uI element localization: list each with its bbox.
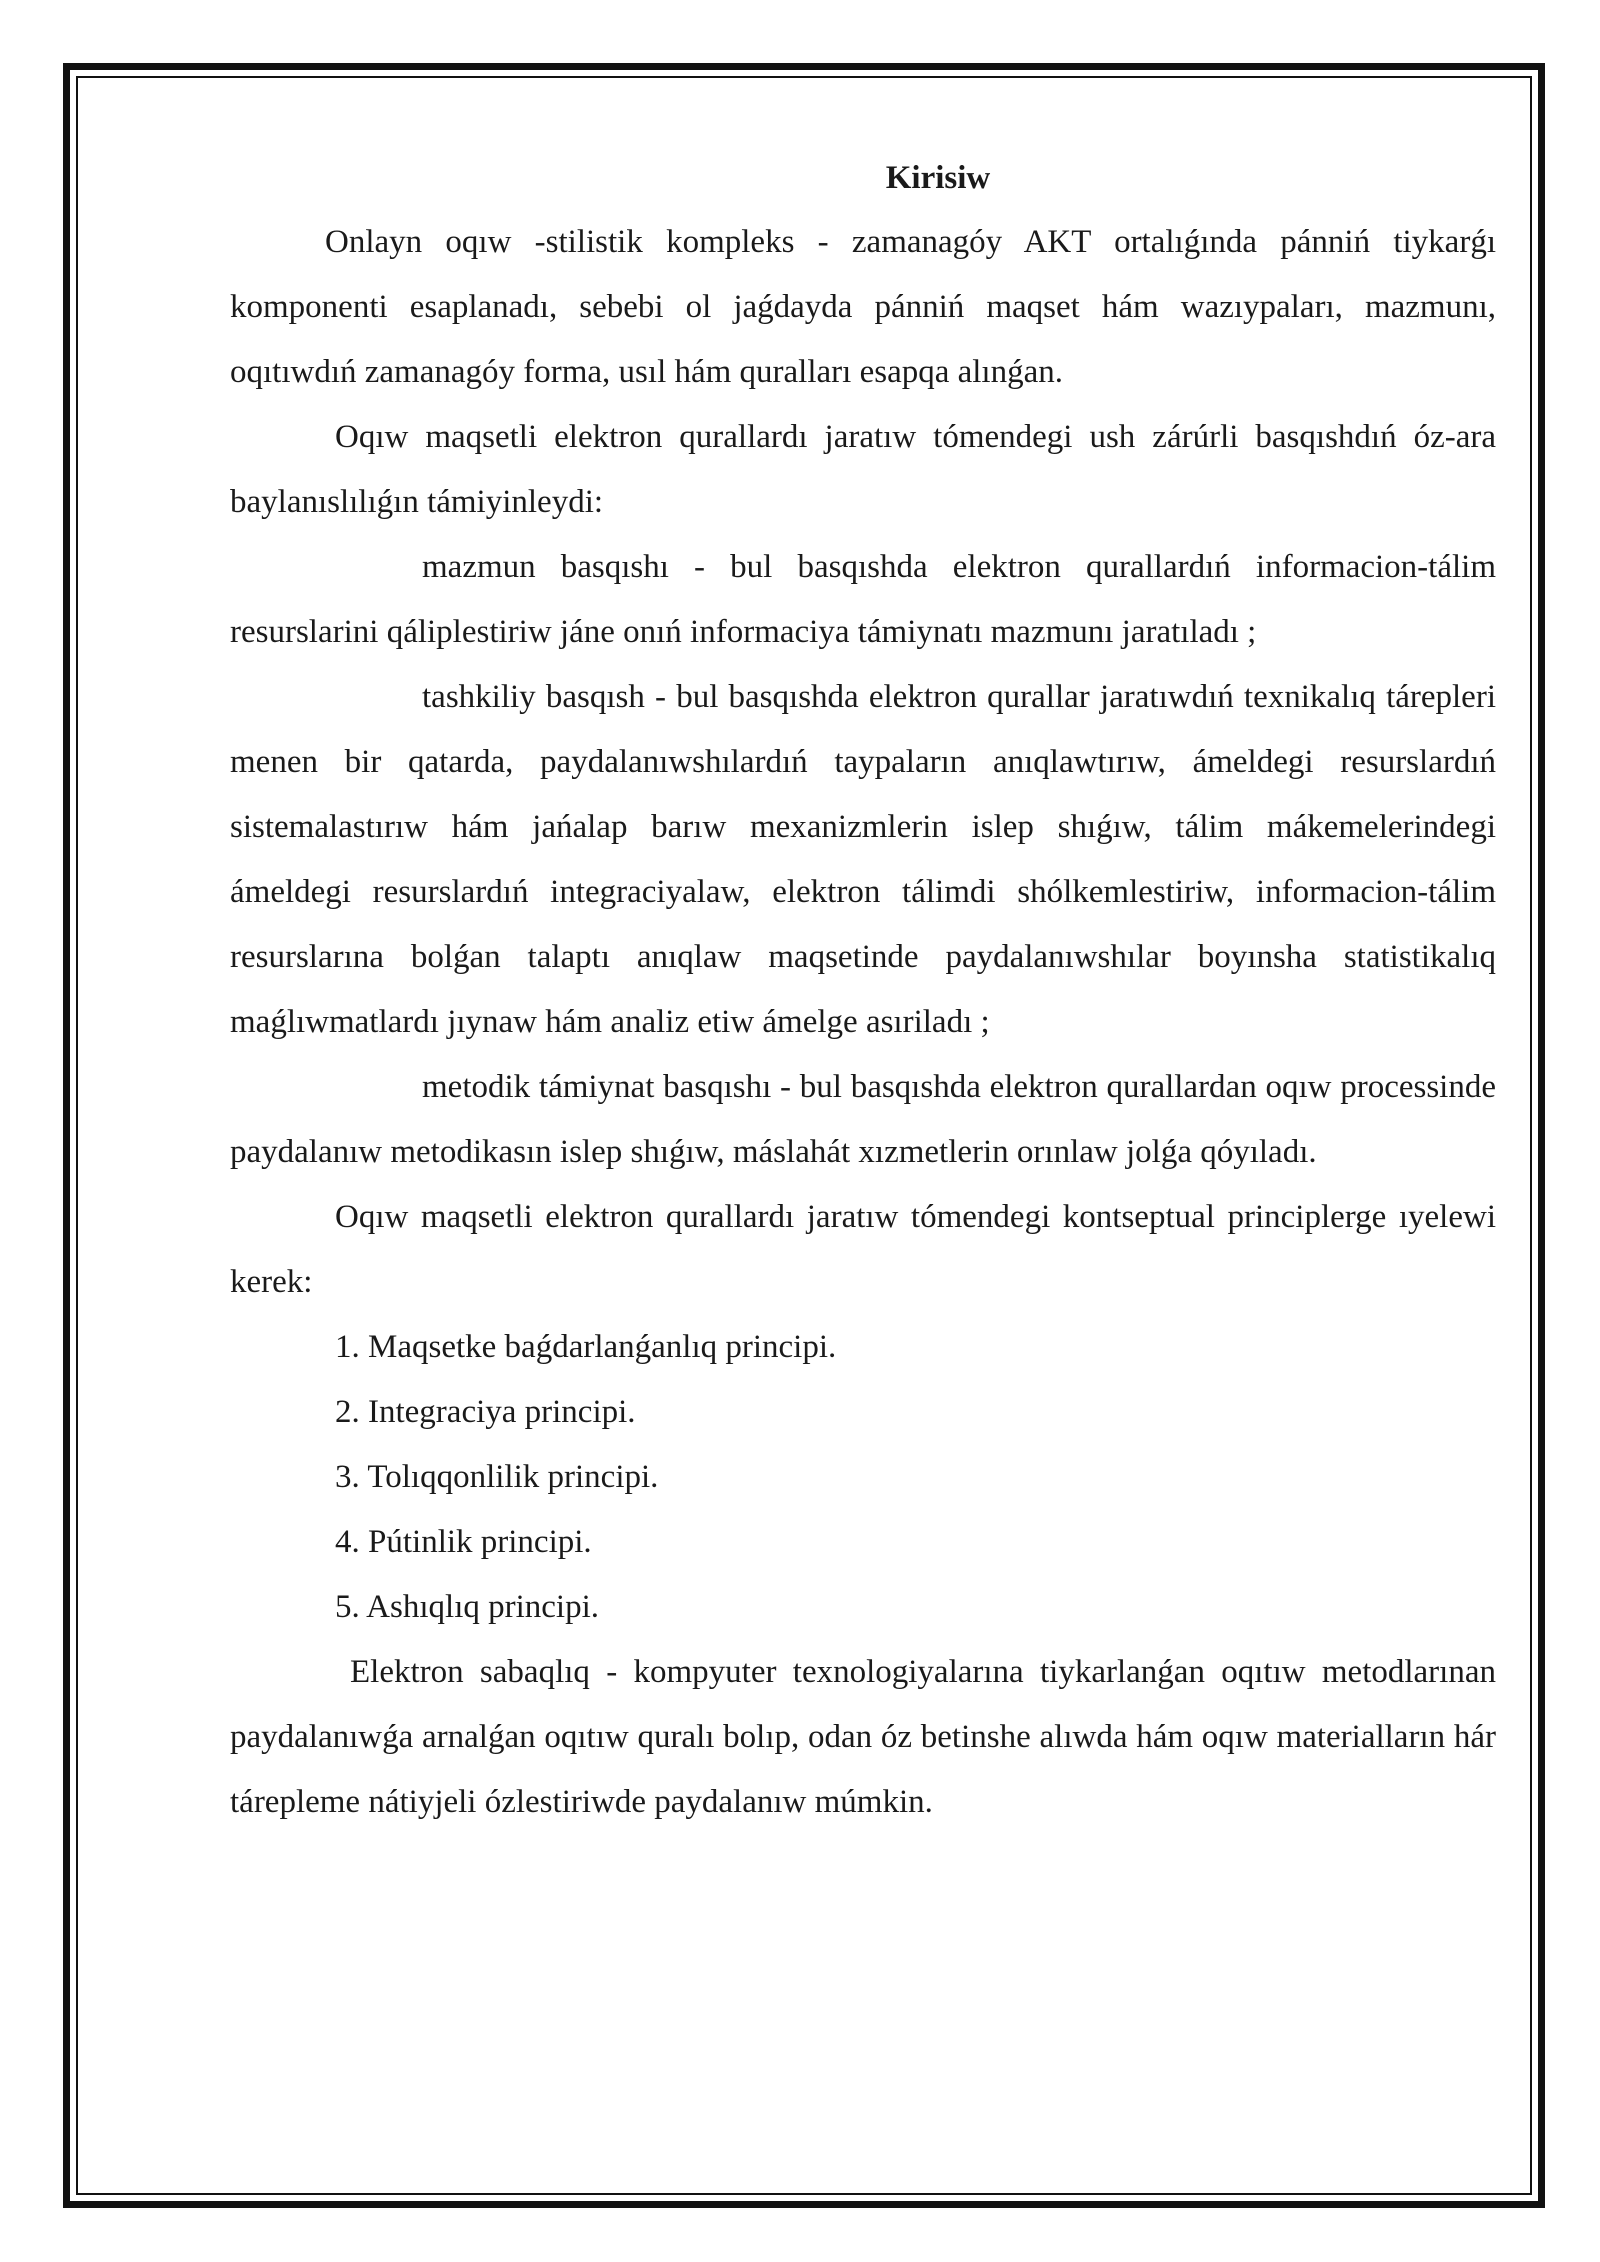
list-item: 1. Maqsetke baǵdarlanǵanlıq principi. bbox=[335, 1329, 837, 1365]
paragraph-organizational-stage: tashkiliy basqısh - bul basqıshda elektron qurallar jaratıwdıń texnikalıq tárepleri menen bir qatarda, paydalanıwshılardıń taypaların anıqlawtırıw, ámeldegi resurslardıń sistemalastırıw hám jańalap barıw mexanizmlerin islep shıǵıw, tálim mákemelerindegi ámeldegi resurslardıń integraciyalaw, elektron tálimdi shólkemlestiriw, informacion-tálim resurslarına bolǵan talaptı anıqlaw maqsetinde paydalanıwshılar boyınsha statistikalıq maǵlıwmatlardı jıynaw hám analiz etiw ámelge asıriladı ; bbox=[230, 679, 1496, 1040]
list-item: 3. Tolıqqonlilik principi. bbox=[335, 1459, 659, 1495]
paragraph-stages: Oqıw maqsetli elektron qurallardı jaratıw tómendegi ush zárúrli basqıshdıń óz-ara baylanıslılıǵın támiyinleydi: bbox=[230, 419, 1496, 520]
document-title: Kirisiw bbox=[885, 160, 991, 196]
list-item: 5. Ashıqlıq principi. bbox=[335, 1589, 599, 1625]
paragraph-content-stage: mazmun basqıshı - bul basqıshda elektron qurallardıń informacion-tálim resurslarini qáliplestiriw jáne onıń informaciya támiynatı mazmunı jaratıladı ; bbox=[230, 549, 1496, 650]
list-item: 4. Pútinlik principi. bbox=[335, 1524, 592, 1560]
paragraph-closing: Elektron sabaqlıq - kompyuter texnologiyalarına tiykarlanǵan oqıtıw metodlarınan paydalanıwǵa arnalǵan oqıtıw quralı bolıp, odan óz betinshe alıwda hám oqıw materialların hár tárepleme nátiyjeli ózlestiriwde paydalanıw múmkin. bbox=[230, 1654, 1496, 1820]
document-body bbox=[230, 146, 1496, 1835]
list-item: 2. Integraciya principi. bbox=[335, 1394, 636, 1430]
paragraph-principles: Oqıw maqsetli elektron qurallardı jaratıw tómendegi kontseptual principlerge ıyelewi kerek: bbox=[230, 1199, 1496, 1300]
paragraph-methodical-stage: metodik támiynat basqıshı - bul basqıshda elektron qurallardan oqıw processinde paydalanıw metodikasın islep shıǵıw, máslahát xızmetlerin orınlaw jolǵa qóyıladı. bbox=[230, 1069, 1496, 1170]
paragraph-intro: Onlayn oqıw -stilistik kompleks - zamanagóy AKT ortalıǵında pánniń tiykarǵı komponenti esaplanadı, sebebi ol jaǵdayda pánniń maqset hám wazıypaları, mazmunı, oqıtıwdıń zamanagóy forma, usıl hám quralları esapqa alınǵan. bbox=[230, 224, 1496, 390]
